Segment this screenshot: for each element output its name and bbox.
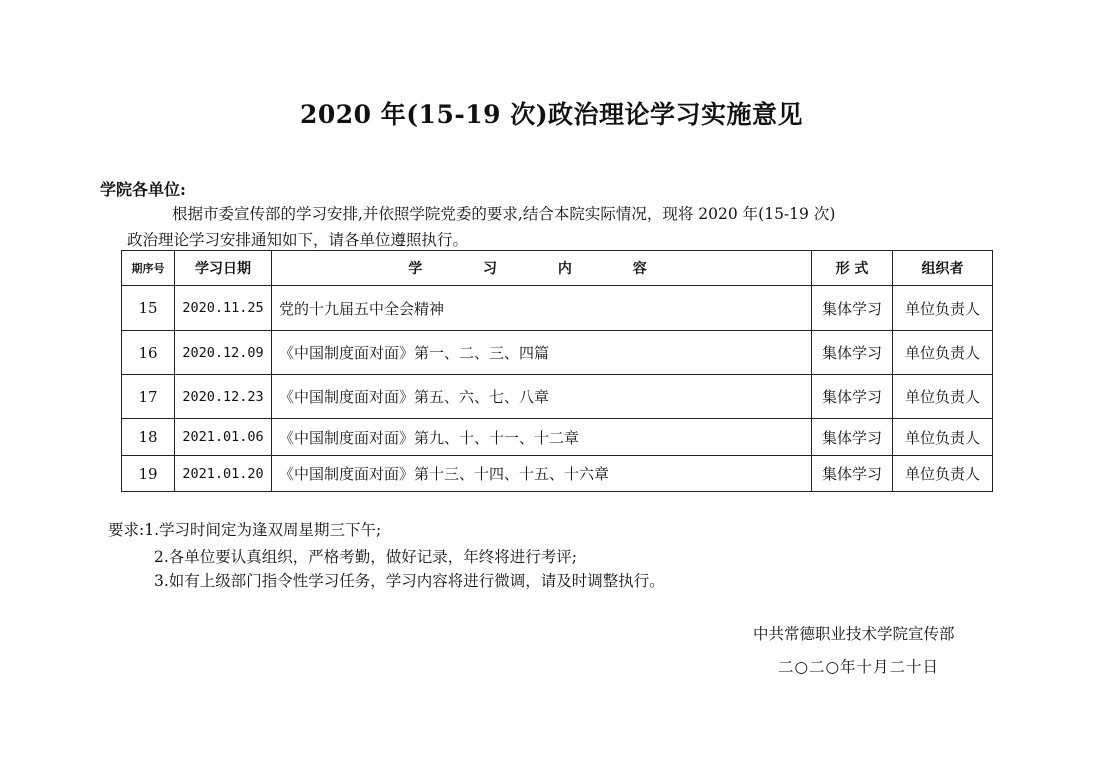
cell-content: 《中国制度面对面》第五、六、七、八章	[272, 375, 812, 419]
cell-form: 集体学习	[812, 456, 893, 492]
header-content: 学 习 内 容	[272, 251, 812, 286]
cell-organizer: 单位负责人	[893, 456, 993, 492]
cell-no: 15	[122, 286, 175, 331]
signature-organization: 中共常德职业技术学院宣传部	[753, 625, 955, 643]
cell-no: 17	[122, 375, 175, 419]
cell-form: 集体学习	[812, 419, 893, 456]
intro-line-2: 政治理论学习安排通知如下，请各单位遵照执行。	[127, 231, 469, 249]
table-row	[122, 419, 993, 456]
header-organizer: 组织者	[893, 251, 993, 286]
cell-organizer: 单位负责人	[893, 286, 993, 331]
table-row	[122, 286, 993, 331]
header-form: 形 式	[812, 251, 893, 286]
study-schedule-table	[121, 250, 993, 492]
table-row	[122, 375, 993, 419]
cell-date: 2021.01.20	[175, 456, 272, 492]
cell-no: 19	[122, 456, 175, 492]
signature-date: 二○二○年十月二十日	[778, 658, 940, 676]
requirement-2: 2.各单位要认真组织，严格考勤，做好记录，年终将进行考评;	[154, 548, 578, 566]
table-row	[122, 331, 993, 375]
cell-form: 集体学习	[812, 286, 893, 331]
header-date: 学习日期	[175, 251, 272, 286]
header-no: 期序号	[122, 251, 175, 286]
cell-content: 《中国制度面对面》第一、二、三、四篇	[272, 331, 812, 375]
cell-form: 集体学习	[812, 375, 893, 419]
cell-organizer: 单位负责人	[893, 419, 993, 456]
cell-content: 《中国制度面对面》第九、十、十一、十二章	[272, 419, 812, 456]
cell-date: 2020.11.25	[175, 286, 272, 331]
cell-no: 16	[122, 331, 175, 375]
cell-form: 集体学习	[812, 331, 893, 375]
cell-date: 2020.12.09	[175, 331, 272, 375]
requirement-3: 3.如有上级部门指令性学习任务，学习内容将进行微调，请及时调整执行。	[154, 572, 665, 590]
salutation: 学院各单位:	[100, 180, 186, 199]
intro-line-1: 根据市委宣传部的学习安排,并依照学院党委的要求,结合本院实际情况，现将 2020 年(15-19 次)	[172, 205, 836, 223]
cell-organizer: 单位负责人	[893, 331, 993, 375]
table-row	[122, 456, 993, 492]
cell-organizer: 单位负责人	[893, 375, 993, 419]
table-header-row	[122, 251, 993, 286]
cell-date: 2020.12.23	[175, 375, 272, 419]
cell-no: 18	[122, 419, 175, 456]
document-title: 2020 年(15-19 次)政治理论学习实施意见	[299, 100, 804, 129]
cell-date: 2021.01.06	[175, 419, 272, 456]
cell-content: 《中国制度面对面》第十三、十四、十五、十六章	[272, 456, 812, 492]
requirement-1: 要求:1.学习时间定为逢双周星期三下午;	[108, 521, 382, 539]
cell-content: 党的十九届五中全会精神	[272, 286, 812, 331]
